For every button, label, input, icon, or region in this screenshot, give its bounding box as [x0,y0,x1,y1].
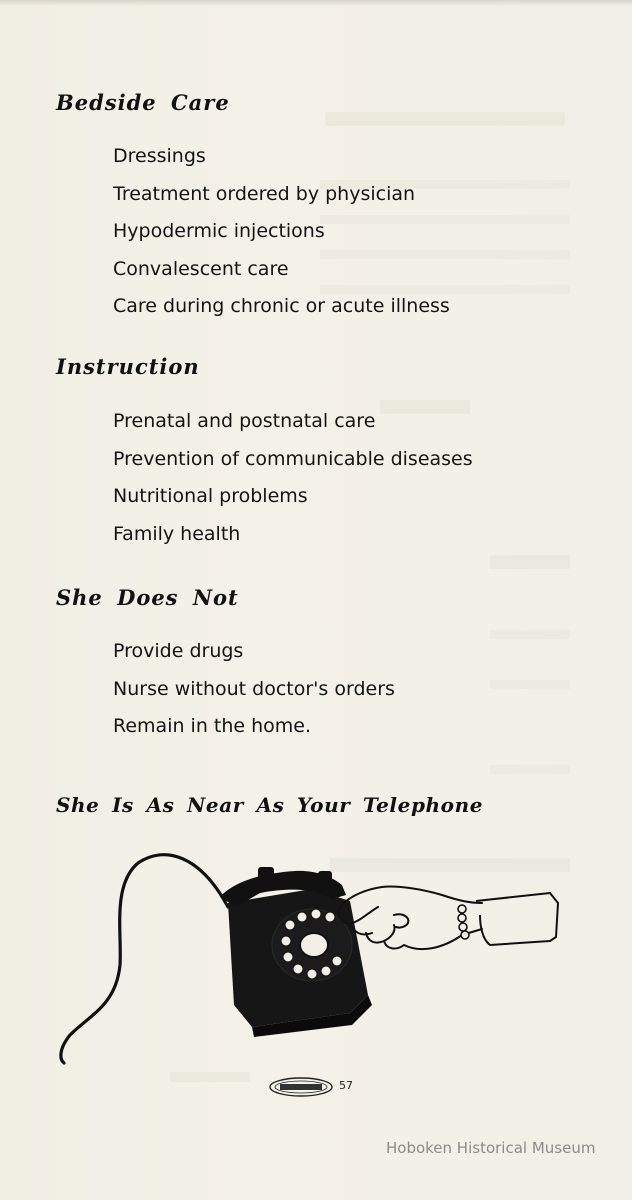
section-heading-instruction: Instruction [56,354,200,379]
list-item: Family health [113,522,241,545]
section-heading-bedside-care: Bedside Care [56,90,230,115]
list-item: Care during chronic or acute illness [113,295,450,317]
page-edge [0,0,632,6]
section-heading-she-does-not: She Does Not [56,585,239,610]
page-number: 57 [339,1079,353,1092]
list-item: Prenatal and postnatal care [113,410,376,432]
list-item: Treatment ordered by physician [113,182,416,205]
list-item: Dressings [113,145,206,167]
list-item: Provide drugs [113,640,244,662]
list-item: Remain in the home. [113,715,312,737]
tagline: She Is As Near As Your Telephone [56,793,484,817]
rotary-telephone-illustration [50,845,570,1070]
instruction-list [113,403,473,553]
list-item: Convalescent care [113,257,289,280]
list-item: Hypodermic injections [113,220,325,242]
list-item: Nutritional problems [113,485,308,507]
union-printer-mark [268,1076,334,1098]
list-item: Nurse without doctor's orders [113,677,395,700]
list-item: Prevention of communicable diseases [113,447,473,470]
museum-watermark: Hoboken Historical Museum [386,1139,596,1157]
bedside-care-list [113,138,450,326]
she-does-not-list [113,633,395,746]
